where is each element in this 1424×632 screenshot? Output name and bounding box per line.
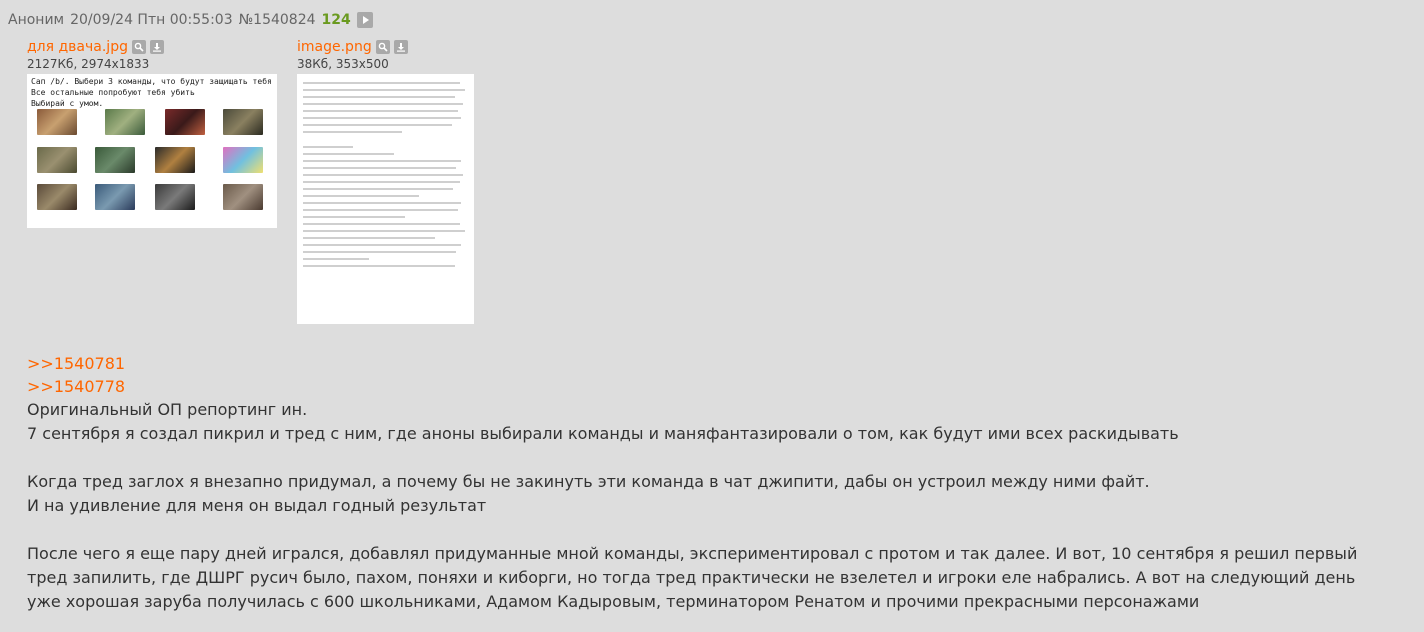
post-header [8, 10, 373, 30]
post-text-line: Оригинальный ОП репортинг ин. [27, 400, 308, 419]
post-text-line: После чего я еще пару дней игрался, добавлял придуманные мной команды, экспериментировал с протом и так далее. И вот, 10 сентября я решил первый [27, 544, 1358, 563]
file-name-link[interactable]: для двача.jpg [27, 38, 128, 55]
file-thumbnail[interactable] [27, 74, 277, 228]
post-text-line: 7 сентября я создал пикрил и тред с ним, где аноны выбирали команды и маняфантазировали о том, как будут ими всех раскидывать [27, 424, 1179, 443]
post-text-line: тред запилить, где ДШРГ русич было, пахом, поняхи и киборги, но тогда тред практически не взелетел и игроки еле набрались. А вот на следующий день [27, 568, 1356, 587]
post-number[interactable]: №1540824 [238, 12, 316, 28]
post-paragraph [27, 398, 1417, 446]
search-icon[interactable] [376, 40, 390, 54]
post-paragraph [27, 470, 1417, 518]
post-date: 20/09/24 Птн 00:55:03 [70, 12, 233, 28]
reply-link[interactable]: >>1540778 [27, 377, 126, 396]
post-body [27, 352, 1417, 614]
file-meta: 2127Кб, 2974x1833 [27, 57, 150, 71]
post-author: Аноним [8, 12, 65, 28]
file-meta: 38Кб, 353x500 [297, 57, 389, 71]
post-text-line: И на удивление для меня он выдал годный результат [27, 496, 487, 515]
file-attachment [297, 38, 474, 324]
download-icon[interactable] [394, 40, 408, 54]
file-thumbnail[interactable] [297, 74, 474, 324]
play-icon[interactable] [357, 12, 373, 28]
file-attachment [27, 38, 277, 228]
thumbnail-line: Выбирай с умом. [31, 99, 104, 108]
thumbnail-text-lines [303, 82, 468, 272]
post-paragraph [27, 542, 1417, 614]
post-text-line: уже хорошая заруба получилась с 600 школьниками, Адамом Кадыровым, терминатором Ренатом и прочими прекрасными персонажами [27, 592, 1200, 611]
thumbnail-preview-text [31, 76, 272, 109]
file-name-link[interactable]: image.png [297, 38, 372, 55]
post-text-line: Когда тред заглох я внезапно придумал, а почему бы не закинуть эти команда в чат джипити, дабы он устроил между ними файт. [27, 472, 1150, 491]
reply-link[interactable]: >>1540781 [27, 354, 126, 373]
thumbnail-line: Сап /b/. Выбери 3 команды, что будут защищать тебя [31, 77, 272, 86]
thumbnail-line: Все остальные попробуют тебя убить [31, 88, 195, 97]
reply-count[interactable]: 124 [321, 12, 351, 28]
download-icon[interactable] [150, 40, 164, 54]
search-icon[interactable] [132, 40, 146, 54]
